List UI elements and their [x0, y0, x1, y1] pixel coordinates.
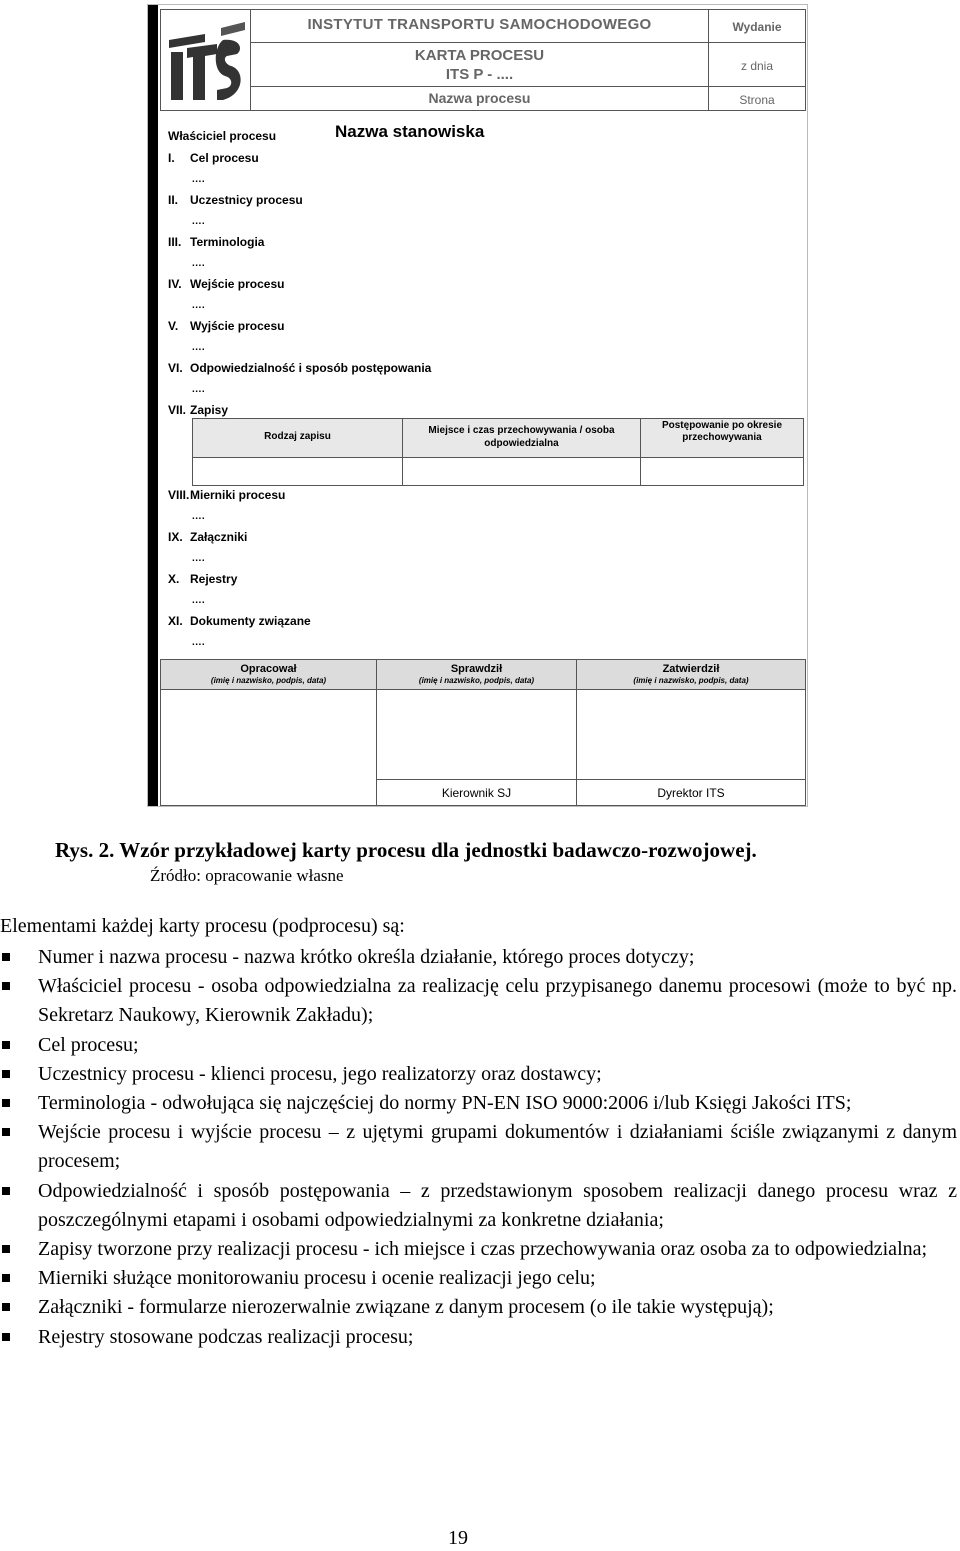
placeholder-dots: .... [192, 511, 206, 522]
its-logo-icon [161, 10, 249, 110]
page-label: Strona [739, 93, 775, 107]
records-table [192, 418, 804, 486]
list-item: Rejestry stosowane podczas realizacji procesu; [0, 1323, 957, 1352]
placeholder-dots: .... [192, 595, 206, 606]
approved-role: Dyrektor ITS [577, 779, 805, 805]
bullet-square-icon [2, 1303, 10, 1311]
placeholder-dots: .... [192, 216, 206, 227]
section-output: V. Wyjście procesu [168, 319, 285, 333]
checked-label: Sprawdził [450, 663, 503, 675]
section-input: IV. Wejście procesu [168, 277, 285, 291]
card-title-line2: ITS P - .... [445, 66, 514, 83]
section-metrics: VIII.Mierniki procesu [168, 488, 286, 502]
section-participants: II. Uczestnicy procesu [168, 193, 303, 207]
institute-name: INSTYTUT TRANSPORTU SAMOCHODOWEGO [251, 10, 708, 43]
card-title-line1: KARTA PROCESU [414, 47, 545, 64]
bullet-square-icon [2, 1070, 10, 1078]
list-item: Zapisy tworzone przy realizacji procesu - ich miejsce i czas przechowywania oraz osoba za to odpowiedzialna; [0, 1235, 957, 1264]
approved-label: Zatwierdził [662, 663, 720, 675]
section-terminology: III. Terminologia [168, 235, 265, 249]
bullet-square-icon [2, 1041, 10, 1049]
list-item: Mierniki służące monitorowaniu procesu i ocenie realizacji jego celu; [0, 1264, 957, 1293]
svg-text:ITS: ITS [205, 108, 207, 109]
list-item: Wejście procesu i wyjście procesu – z ujętymi grupami dokumentów i działaniami ściśle związanymi z danym procesem; [0, 1118, 957, 1176]
figure-caption: Rys. 2. Wzór przykładowej karty procesu dla jednostki badawczo-rozwojowej. [55, 838, 757, 862]
signature-table [160, 659, 806, 806]
prepared-label: Opracował [240, 663, 297, 675]
card-header [160, 9, 806, 111]
records-col-type: Rodzaj zapisu [193, 419, 403, 457]
checked-role: Kierownik SJ [377, 779, 576, 805]
signature-hint: (imię i nazwisko, podpis, data) [633, 676, 749, 685]
owner-label: Właściciel procesu [168, 129, 277, 143]
edition-label: Wydanie [709, 10, 805, 43]
signature-hint: (imię i nazwisko, podpis, data) [418, 676, 535, 685]
scan-edge-bar [148, 5, 158, 806]
bullet-square-icon [2, 1099, 10, 1107]
records-col-storage: Miejsce i czas przechowywania / osoba odpowiedzialna [403, 419, 641, 457]
section-related-docs: XI. Dokumenty związane [168, 614, 311, 628]
checked-column [377, 660, 577, 805]
bullet-square-icon [2, 1274, 10, 1282]
placeholder-dots: .... [192, 384, 206, 395]
approved-column [577, 660, 805, 805]
process-card-figure [147, 4, 808, 807]
page-number: 19 [448, 1527, 468, 1549]
placeholder-dots: .... [192, 637, 206, 648]
list-item: Numer i nazwa procesu - nazwa krótko określa działanie, którego proces dotyczy; [0, 943, 957, 972]
bullet-square-icon [2, 1245, 10, 1253]
records-cell [193, 457, 403, 485]
process-name-label: Nazwa procesu [428, 90, 531, 106]
placeholder-dots: .... [192, 300, 206, 311]
position-title: Nazwa stanowiska [335, 122, 485, 141]
date-label: z dnia [709, 43, 805, 87]
signature-hint: (imię i nazwisko, podpis, data) [210, 676, 327, 685]
prepared-column [161, 660, 377, 805]
section-records: VII. Zapisy [168, 403, 229, 417]
card-title [251, 43, 708, 87]
section-registers: X. Rejestry [168, 572, 238, 586]
placeholder-dots: .... [192, 174, 206, 185]
records-cell [641, 457, 803, 485]
records-col-after: Postępowanie po okresie przechowywania [641, 419, 803, 457]
figure-source: Źródło: opracowanie własne [150, 866, 344, 885]
section-attachments: IX. Załączniki [168, 530, 248, 544]
list-item: Odpowiedzialność i sposób postępowania – z przedstawionym sposobem realizacji danego procesu wraz z poszczególnymi etapami i osobami odpowiedzialnymi za konkretne działania; [0, 1177, 957, 1235]
bullet-square-icon [2, 1333, 10, 1341]
list-item: Załączniki - formularze nierozerwalnie związane z danym procesem (o ile takie występują); [0, 1293, 957, 1322]
list-item: Terminologia - odwołująca się najczęściej do normy PN-EN ISO 9000:2006 i/lub Księgi Jakości ITS; [0, 1089, 957, 1118]
bullet-square-icon [2, 1128, 10, 1136]
placeholder-dots: .... [192, 258, 206, 269]
intro-text: Elementami każdej karty procesu (podprocesu) są: [0, 915, 405, 937]
header-center [251, 10, 709, 110]
bullet-square-icon [2, 982, 10, 990]
list-item: Cel procesu; [0, 1031, 957, 1060]
list-item: Uczestnicy procesu - klienci procesu, jego realizatorzy oraz dostawcy; [0, 1060, 957, 1089]
elements-list [0, 943, 957, 1352]
placeholder-dots: .... [192, 553, 206, 564]
placeholder-dots: .... [192, 342, 206, 353]
bullet-square-icon [2, 1187, 10, 1195]
its-logo [161, 10, 251, 110]
bullet-square-icon [2, 953, 10, 961]
list-item: Właściciel procesu - osoba odpowiedzialna za realizację celu przypisanego danemu procesowi (może to być np. Sekretarz Naukowy, Kierownik Zakładu); [0, 972, 957, 1030]
header-right [709, 10, 805, 110]
records-cell [403, 457, 641, 485]
section-responsibility: VI. Odpowiedzialność i sposób postępowania [168, 361, 432, 375]
section-goal: I. Cel procesu [168, 151, 259, 165]
